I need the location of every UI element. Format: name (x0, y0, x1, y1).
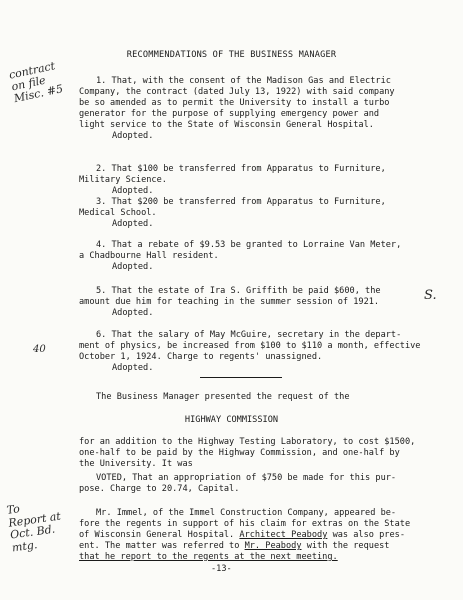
immel-line-2: fore the regents in support of his claim for extras on the State (79, 519, 411, 529)
item-6-line-1: 6. That the salary of May McGuire, secretary in the depart- (96, 330, 402, 340)
immel-line-3 (79, 530, 405, 540)
immel-line-4-start: ent. The matter was referred to (79, 541, 240, 551)
item-4-line-2: a Chadbourne Hall resident. (79, 251, 219, 261)
item-6-status: Adopted. (112, 363, 154, 373)
item-6-line-2: ment of physics, be increased from $100 to $110 a month, effective (79, 341, 421, 351)
item-1-line-2: Company, the contract (dated July 13, 1922) with said company (79, 87, 395, 97)
item-5-status: Adopted. (112, 308, 154, 318)
page-number: -13- (211, 564, 232, 574)
item-2-line-1: 2. That $100 be transferred from Apparatus to Furniture, (96, 164, 386, 174)
item-4-line-1: 4. That a rebate of $9.53 be granted to Lorraine Van Meter, (96, 240, 402, 250)
mr-peabody-underlined: Mr. Peabody (244, 541, 302, 551)
item-5-line-1: 5. That the estate of Ira S. Griffith be paid $600, the (96, 286, 381, 296)
immel-line-4-end: with the request (306, 541, 390, 551)
immel-line-3-end: was also pres- (332, 530, 405, 540)
item-1-line-3: be so amended as to permit the University to install a turbo (79, 98, 390, 108)
architect-peabody-underlined: Architect Peabody (239, 530, 328, 540)
item-2-line-2: Military Science. (79, 175, 167, 185)
margin-note-contract: contract on file Misc. #5 (7, 59, 65, 106)
section-divider (200, 377, 282, 378)
immel-line-4 (79, 541, 389, 551)
highway-intro: The Business Manager presented the request of the (96, 392, 350, 402)
item-1-line-4: generator for the purpose of supplying emergency power and (79, 109, 380, 119)
item-3-status: Adopted. (112, 219, 154, 229)
item-1-status: Adopted. (112, 131, 154, 141)
item-3-line-1: 3. That $200 be transferred from Apparatus to Furniture, (96, 197, 386, 207)
item-6-line-3: October 1, 1924. Charge to regents' unassigned. (79, 352, 323, 362)
highway-line-1: for an addition to the Highway Testing Laboratory, to cost $1500, (79, 437, 416, 447)
item-1-line-5: light service to the State of Wisconsin General Hospital. (79, 120, 374, 130)
item-5-line-2: amount due him for teaching in the summer session of 1921. (79, 297, 380, 307)
page-title: RECOMMENDATIONS OF THE BUSINESS MANAGER (126, 50, 337, 60)
margin-note-check: S. (424, 288, 437, 303)
immel-line-1: Mr. Immel, of the Immel Construction Company, appeared be- (96, 508, 397, 518)
item-2-status: Adopted. (112, 186, 154, 196)
highway-heading: HIGHWAY COMMISSION (184, 415, 279, 425)
highway-voted-line-1: VOTED, That an appropriation of $750 be made for this pur- (96, 473, 397, 483)
highway-line-3: the University. It was (79, 459, 193, 469)
item-1-line-1: 1. That, with the consent of the Madison Gas and Electric (96, 76, 391, 86)
item-3-line-2: Medical School. (79, 208, 157, 218)
immel-line-5: that he report to the regents at the next meeting. (79, 552, 338, 562)
margin-note-40: 40 (33, 344, 46, 355)
immel-line-3-start: of Wisconsin General Hospital. (79, 530, 235, 540)
highway-line-2: one-half to be paid by the Highway Commission, and one-half by (79, 448, 400, 458)
highway-voted-line-2: pose. Charge to 20.74, Capital. (79, 484, 240, 494)
item-4-status: Adopted. (112, 262, 154, 272)
margin-note-report: To Report at Oct. Bd. mtg. (5, 502, 62, 555)
